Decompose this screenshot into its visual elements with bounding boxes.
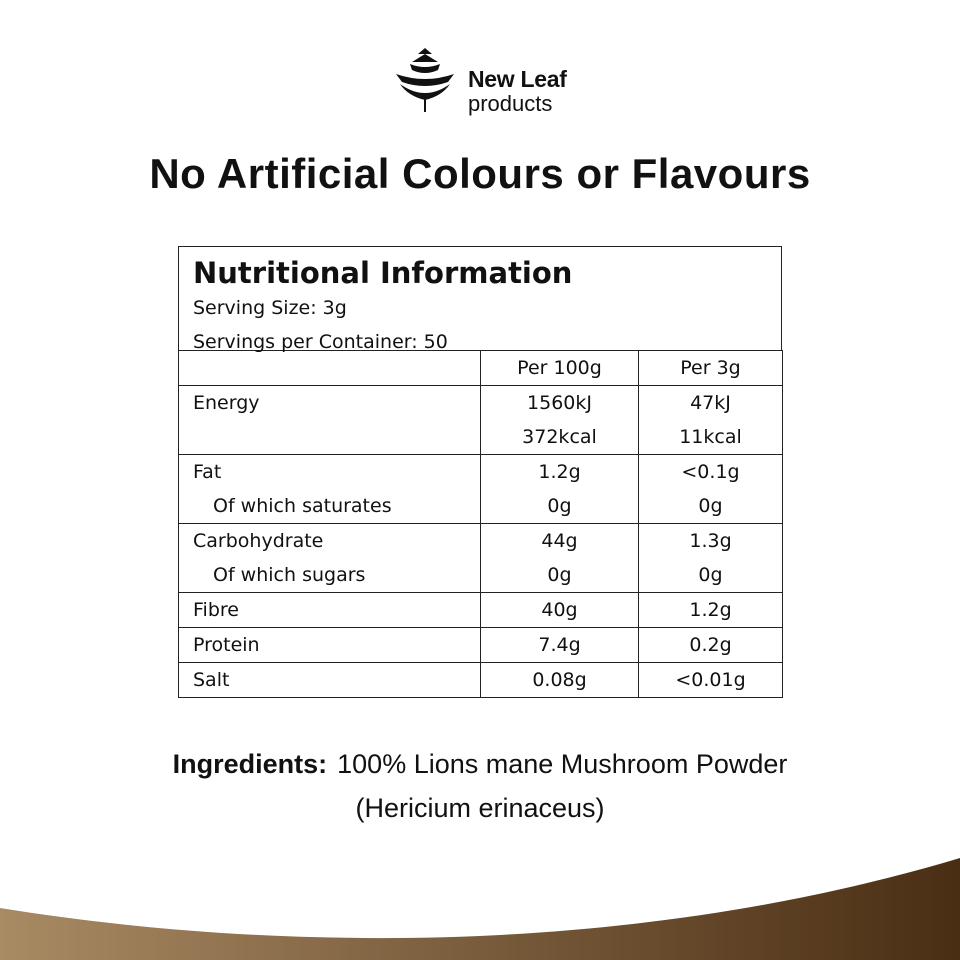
row-label: Carbohydrate Of which sugars — [179, 524, 481, 593]
row-per3: <0.1g 0g — [639, 455, 783, 524]
row-per3: 0.2g — [639, 628, 783, 663]
serving-size: Serving Size: 3g — [193, 297, 347, 319]
table-row-fat — [179, 455, 783, 524]
row-per3: <0.01g — [639, 663, 783, 698]
table-row-fibre — [179, 593, 783, 628]
row-per100: 7.4g — [481, 628, 639, 663]
row-per100: 40g — [481, 593, 639, 628]
row-label: Salt — [179, 663, 481, 698]
ingredients-line-1 — [0, 742, 960, 786]
leaf-logo-icon — [392, 44, 458, 116]
row-per100: 44g 0g — [481, 524, 639, 593]
row-per100: 0.08g — [481, 663, 639, 698]
brand-logo — [392, 44, 592, 116]
row-label: Energy — [179, 386, 481, 455]
servings-per-container: Servings per Container: 50 — [193, 331, 448, 353]
nutrition-title: Nutritional Information — [193, 256, 573, 290]
brand-name: New Leaf — [468, 66, 567, 92]
ingredients-text: 100% Lions mane Mushroom Powder — [337, 749, 788, 779]
row-label: Fibre — [179, 593, 481, 628]
table-row-protein — [179, 628, 783, 663]
brand-sub: products — [468, 91, 553, 116]
ingredients-label: Ingredients: — [172, 749, 328, 779]
header-per100: Per 100g — [481, 351, 639, 386]
row-per3: 47kJ 11kcal — [639, 386, 783, 455]
row-per100: 1.2g 0g — [481, 455, 639, 524]
row-label: Fat Of which saturates — [179, 455, 481, 524]
table-row-salt — [179, 663, 783, 698]
nutrition-panel-header — [178, 246, 782, 353]
ingredients-block — [0, 742, 960, 830]
ingredients-line-2: (Hericium erinaceus) — [355, 793, 605, 823]
nutrition-table — [178, 350, 783, 698]
row-label: Protein — [179, 628, 481, 663]
page-headline: No Artificial Colours or Flavours — [149, 150, 811, 197]
decorative-wave — [0, 850, 960, 960]
row-per100: 1560kJ 372kcal — [481, 386, 639, 455]
header-per3: Per 3g — [639, 351, 783, 386]
nutrition-panel — [178, 246, 782, 698]
table-row-energy — [179, 386, 783, 455]
table-row-carbohydrate — [179, 524, 783, 593]
row-per3: 1.3g 0g — [639, 524, 783, 593]
row-per3: 1.2g — [639, 593, 783, 628]
